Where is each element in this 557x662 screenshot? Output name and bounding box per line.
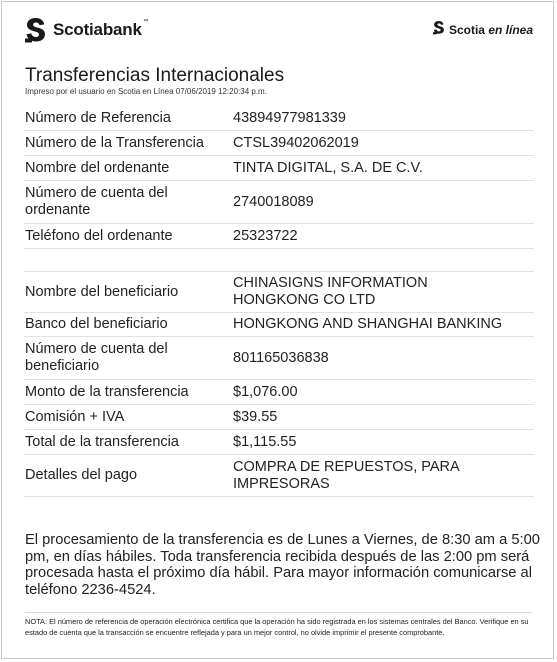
detail-row-beneficiary-account [24, 337, 534, 380]
row-value: COMPRA DE REPUESTOS, PARA IMPRESORAS [233, 458, 459, 492]
detail-row-beneficiary-bank [24, 313, 534, 337]
detail-row-payment-details [24, 455, 534, 497]
scotiabank-logo [25, 17, 149, 43]
row-value: 25323722 [233, 227, 298, 244]
detail-row-sender-phone [24, 224, 534, 249]
row-label: Monto de la transferencia [25, 383, 189, 400]
detail-row-sender-name [24, 156, 534, 181]
row-value: CTSL39402062019 [233, 134, 359, 151]
row-label: Número de Referencia [25, 109, 171, 126]
row-value: $1,115.55 [233, 433, 297, 450]
row-label: Nombre del beneficiario [25, 283, 179, 300]
brand-name: Scotiabank™ [53, 19, 149, 39]
row-label: Número de cuenta del ordenante [25, 185, 168, 218]
row-label: Detalles del pago [25, 467, 138, 483]
detail-row-transfer-number [24, 131, 534, 156]
printed-by-line: Impreso por el usuario en Scotia en Línea 07/06/2019 12:20:34 p.m. [25, 87, 267, 96]
processing-notice: El procesamiento de la transferencia es de Lunes a Viernes, de 8:30 am a 5:00 pm, en días hábiles. Toda transferencia recibida después de las 2:00 pm será procesada hasta el próximo día hábil. Para mayor información comunicarse al teléfono 2236-4524. [25, 532, 540, 598]
online-brand-text: Scotia en línea [448, 23, 533, 37]
row-value: HONGKONG AND SHANGHAI BANKING [233, 316, 503, 332]
transfer-details [24, 106, 534, 497]
scotia-s-small-icon [433, 20, 445, 40]
scotiabank-s-logo-icon [25, 17, 47, 43]
row-value: CHINASIGNS INFORMATION HONGKONG CO LTD [233, 275, 428, 308]
row-label: Nombre del ordenante [25, 159, 170, 176]
detail-row-reference [24, 106, 534, 131]
page-title: Transferencias Internacionales [25, 65, 285, 86]
row-value: 43894977981339 [233, 109, 346, 126]
divider [25, 612, 532, 613]
detail-row-amount [24, 380, 534, 405]
row-label: Teléfono del ordenante [25, 227, 173, 244]
row-value: TINTA DIGITAL, S.A. DE C.V. [233, 159, 423, 176]
detail-row-commission [24, 405, 534, 430]
row-label: Banco del beneficiario [25, 316, 168, 332]
row-value: $39.55 [233, 408, 278, 425]
header [0, 0, 557, 60]
row-label: Total de la transferencia [25, 433, 179, 450]
scotia-en-linea-logo [433, 20, 533, 40]
detail-row-sender-account [24, 181, 534, 224]
footnote: NOTA: El número de referencia de operación electrónica certifica que la operación ha sido registrada en los sistemas centrales del Banco. Verifique en su estado de cuenta que la transacción se encuentre reflejada y para un mejor control, no olvide imprimir el presente comprobante. [25, 617, 529, 637]
detail-row-beneficiary-name [24, 272, 534, 313]
row-value: 801165036838 [233, 349, 329, 366]
row-label: Comisión + IVA [25, 408, 125, 425]
detail-row-total [24, 430, 534, 455]
row-value: 2740018089 [233, 193, 314, 210]
section-separator [24, 249, 534, 272]
row-label: Número de cuenta del beneficiario [25, 341, 168, 374]
row-label: Número de la Transferencia [25, 134, 204, 151]
row-value: $1,076.00 [233, 383, 298, 400]
